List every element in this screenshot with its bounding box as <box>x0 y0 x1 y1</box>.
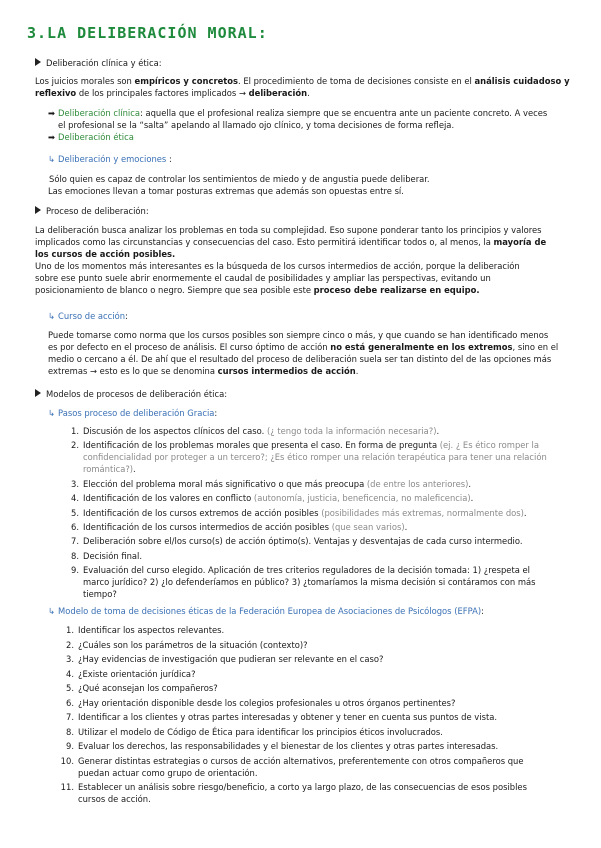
list-text: . <box>404 521 408 532</box>
list-item <box>63 425 591 437</box>
section-heading: Deliberación clínica y ética: <box>35 57 162 69</box>
list-text: Identificar los aspectos relevantes. <box>78 625 225 635</box>
list-text: marco jurídico? 2) ¿lo defenderíamos en público? 3) ¿tomaríamos la misma decisión si contáramos con más <box>83 577 536 588</box>
subheading: ↳ Modelo de toma de decisiones éticas de la Federación Europea de Asociaciones de Psicólogos (EFPA): <box>48 606 484 616</box>
efpa-list <box>58 624 591 808</box>
list-text: . <box>133 464 136 475</box>
subheading: ↳ Curso de acción: <box>48 311 128 321</box>
list-item <box>63 492 591 504</box>
list-number: 3. <box>71 478 79 489</box>
list-text: Identificar a los clientes y otras partes interesadas y obtener y tener en cuenta sus puntos de vista. <box>78 712 498 722</box>
list-note: (ej. ¿ Es ético romper la <box>439 440 539 451</box>
triangle-bullet-icon <box>35 58 41 66</box>
list-item <box>58 653 591 665</box>
list-line <box>83 521 591 533</box>
list-line <box>83 439 591 451</box>
list-item <box>58 755 591 779</box>
section-heading: Modelos de procesos de deliberación ética: <box>35 388 227 400</box>
list-note: confidencialidad por proteger a un tercero?; ¿Es ético romper una relación terapéutica para tener una relación <box>83 452 547 463</box>
arrow-right-icon: → <box>238 88 246 98</box>
list-text: ¿Hay evidencias de investigación que pudieran ser relevante en el caso? <box>78 654 384 664</box>
list-note: (autonomía, justicia, beneficencia, no maleficencia) <box>253 493 471 504</box>
list-number: 1. <box>66 625 74 635</box>
list-number: 7. <box>71 536 79 547</box>
paragraph: ➡ Deliberación clínica: aquella que el profesional realiza siempre que se encuentra ante un paciente concreto. A veces el profesional se la “salta” apelando al llamado ojo clínico, y toma decisiones de forma refleja. ➡ Deliberación ética <box>48 108 548 142</box>
paragraph: La deliberación busca analizar los problemas en toda su complejidad. Eso supone ponderar tanto los principios y valores implicados como las circunstancias y consecuencias del caso. Esto permitirá identificar todos o, al menos, la mayoría de los cursos de acción posibles. Uno de los momentos más interesantes es la búsqueda de los cursos intermedios de acción, porque la deliberación sobre ese punto suele abrir enormemente el caudal de posibilidades y ampliar las perspectivas, evitando un posicionamiento de blanco o negro. Siempre que sea posible este proceso debe realizarse en equipo. <box>35 225 547 295</box>
return-arrow-icon: ↳ <box>48 606 56 616</box>
list-item <box>58 639 591 651</box>
list-text: Decisión final. <box>83 550 143 561</box>
list-number: 5. <box>71 507 79 518</box>
page-title: 3.LA DELIBERACIÓN MORAL: <box>27 24 268 42</box>
list-item <box>58 740 591 752</box>
paragraph: Sólo quien es capaz de controlar los sentimientos de miedo y de angustia puede deliberar. Las emociones llevan a tomar posturas extremas que además son opuestas entre sí. <box>48 174 430 196</box>
subheading: ↳ Pasos proceso de deliberación Gracia: <box>48 408 218 418</box>
list-item <box>58 668 591 680</box>
list-number: 4. <box>71 493 79 504</box>
list-note: (que sean varios) <box>331 521 405 532</box>
list-text: Establecer un análisis sobre riesgo/beneficio, a corto ya largo plazo, de las consecuencias de esos posibles <box>78 782 527 792</box>
list-item <box>63 478 591 490</box>
list-item <box>58 726 591 738</box>
list-line <box>83 425 591 437</box>
subheading: ↳ Deliberación y emociones : <box>48 154 172 164</box>
list-line <box>83 463 591 475</box>
list-text: Evaluar los derechos, las responsabilidades y el bienestar de los clientes y otras partes interesadas. <box>78 741 499 751</box>
list-text: Identificación de los problemas morales que presenta el caso. En forma de pregunta <box>83 440 440 451</box>
return-arrow-icon: ↳ <box>48 154 56 164</box>
list-text: Evaluación del curso elegido. Aplicación de tres criterios reguladores de la decisión tomada: 1) ¿respeta el <box>83 565 531 576</box>
list-number: 7. <box>66 712 74 722</box>
list-item <box>58 711 591 723</box>
list-text: ¿Existe orientación jurídica? <box>78 668 196 679</box>
list-number: 11. <box>60 782 74 792</box>
list-note: romántica?) <box>83 464 134 475</box>
list-number: 1. <box>71 426 79 436</box>
arrow-right-icon: ➡ <box>48 132 56 142</box>
list-item <box>58 624 591 636</box>
list-number: 2. <box>66 639 74 650</box>
list-item <box>58 781 591 805</box>
list-item <box>63 564 591 600</box>
list-number: 5. <box>66 683 74 693</box>
list-number: 9. <box>66 741 74 751</box>
return-arrow-icon: ↳ <box>48 311 56 321</box>
list-text: Identificación de los cursos intermedios de acción posibles <box>83 521 332 532</box>
triangle-bullet-icon <box>35 206 41 214</box>
list-item <box>63 439 591 475</box>
list-text: cursos de acción. <box>78 794 151 804</box>
list-text: ¿Hay orientación disponible desde los colegios profesionales u otros órganos pertinentes? <box>78 697 456 708</box>
list-text: tiempo? <box>83 589 117 600</box>
list-number: 10. <box>60 755 74 766</box>
list-number: 4. <box>66 668 74 679</box>
list-text: . <box>470 493 474 504</box>
list-text: puedan actuar como grupo de orientación. <box>78 767 258 778</box>
list-item <box>63 550 591 562</box>
list-text: Discusión de los aspectos clínicos del caso. <box>83 426 267 436</box>
list-text: Identificación de los valores en conflicto <box>83 493 254 504</box>
list-note: (de entre los anteriores) <box>366 478 469 489</box>
list-number: 3. <box>66 654 74 664</box>
list-number: 6. <box>71 521 79 532</box>
list-line <box>83 478 591 490</box>
list-item <box>63 535 591 547</box>
list-text: Utilizar el modelo de Código de Ética para identificar los principios éticos involucrados. <box>78 726 443 737</box>
list-text: ¿Qué aconsejan los compañeros? <box>78 683 218 693</box>
list-note: (posibilidades más extremas, normalmente dos) <box>321 507 524 518</box>
list-item <box>58 697 591 709</box>
section-heading: Proceso de deliberación: <box>35 205 149 217</box>
list-line <box>83 550 591 562</box>
list-text: Identificación de los cursos extremos de acción posibles <box>83 507 322 518</box>
list-item <box>58 682 591 694</box>
paragraph: Los juicios morales son empíricos y concretos. El procedimiento de toma de decisiones consiste en el análisis cuidadoso y reflexivo de los principales factores implicados → deliberación. <box>35 76 570 98</box>
list-text: ¿Cuáles son los parámetros de la situación (contexto)? <box>78 639 308 650</box>
list-line <box>83 507 591 519</box>
list-text: Deliberación sobre el/los curso(s) de acción óptimo(s). Ventajas y desventajas de cada curso intermedio. <box>83 536 523 547</box>
list-line <box>83 564 591 576</box>
list-number: 8. <box>71 550 79 561</box>
list-text: Elección del problema moral más significativo o que más preocupa <box>83 478 367 489</box>
list-number: 6. <box>66 697 74 708</box>
list-text: . <box>523 507 527 518</box>
paragraph: Puede tomarse como norma que los cursos posibles son siempre cinco o más, y que cuando se han identificado menos es por defecto en el proceso de análisis. El curso óptimo de acción no está generalmente en los extremos, sino en el medio o cercano a él. De ahí que el resultado del proceso de deliberación suela ser tan distinto del de las opciones más extremas → esto es lo que se denomina cursos intermedios de acción. <box>48 330 559 376</box>
list-text: Generar distintas estrategias o cursos de acción alternativos, preferentemente con otros compañeros que <box>78 755 524 766</box>
list-text: . <box>436 426 440 436</box>
gracia-list <box>63 425 591 603</box>
list-line <box>83 535 591 547</box>
triangle-bullet-icon <box>35 389 41 397</box>
arrow-right-icon: ➡ <box>48 108 56 118</box>
return-arrow-icon: ↳ <box>48 408 56 418</box>
list-note: (¿ tengo toda la información necesaria?) <box>266 426 437 436</box>
list-text: . <box>468 478 472 489</box>
list-line <box>83 492 591 504</box>
list-item <box>63 507 591 519</box>
list-item <box>63 521 591 533</box>
arrow-right-icon: → <box>89 366 98 376</box>
list-number: 9. <box>71 565 79 576</box>
list-number: 8. <box>66 726 74 737</box>
list-number: 2. <box>71 440 79 451</box>
